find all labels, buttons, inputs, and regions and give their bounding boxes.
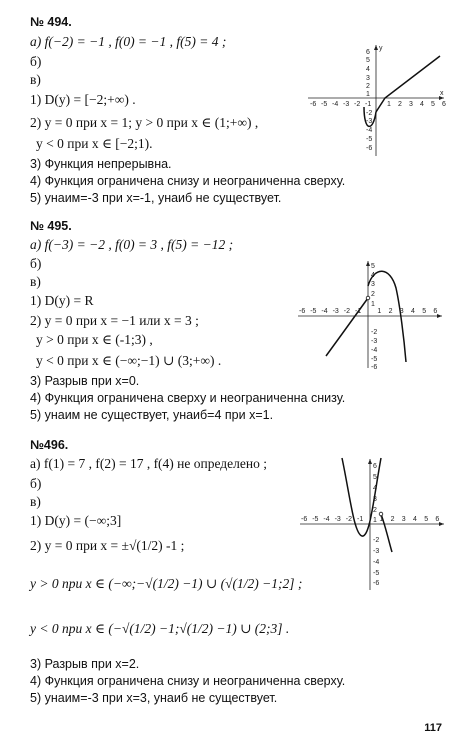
- x-tick-label: -2: [354, 101, 361, 108]
- svg-text:6: 6: [366, 49, 370, 56]
- x-tick-label: 2: [390, 516, 395, 523]
- svg-text:5: 5: [366, 57, 370, 64]
- x-tick-label: 3: [401, 516, 406, 523]
- x-tick-label: -6: [310, 101, 317, 108]
- svg-text:-3: -3: [373, 548, 380, 555]
- svg-text:-4: -4: [373, 559, 380, 566]
- svg-text:-4: -4: [371, 347, 378, 354]
- graph-494: [306, 42, 446, 160]
- p494-line-6: 5) yнаим=-3 при x=-1, yнаиб не существует.: [30, 191, 282, 205]
- p494-line-3: y < 0 при x ∈ [−2;1).: [36, 136, 153, 151]
- svg-text:4: 4: [371, 272, 375, 279]
- svg-text:-5: -5: [373, 570, 380, 577]
- svg-text:5: 5: [373, 474, 377, 481]
- problem-495-title: № 495.: [30, 219, 72, 233]
- svg-text:-5: -5: [366, 136, 373, 143]
- problem-494-title: № 494.: [30, 15, 72, 29]
- x-tick-label: -1: [357, 516, 364, 523]
- p496-part-v: в): [30, 494, 41, 509]
- svg-text:1: 1: [366, 91, 370, 98]
- p495-line-4: y < 0 при x ∈ (−∞;−1) ∪ (3;+∞) .: [36, 353, 222, 368]
- svg-text:-3: -3: [371, 338, 378, 345]
- svg-text:3: 3: [373, 496, 377, 503]
- svg-text:2: 2: [371, 291, 375, 298]
- p494-part-b: б): [30, 54, 42, 69]
- problem-496-title: №496.: [30, 438, 69, 452]
- x-tick-label: 5: [424, 516, 429, 523]
- x-tick-label: -1: [355, 308, 362, 315]
- p495-line-1: 1) D(y) = R: [30, 293, 94, 308]
- graph-494-x-label: x: [440, 90, 444, 97]
- svg-text:2: 2: [366, 83, 370, 90]
- x-tick-label: -3: [343, 101, 350, 108]
- x-tick-label: -2: [345, 516, 353, 523]
- p495-part-v: в): [30, 274, 41, 289]
- p496-line-1: 1) D(y) = (−∞;3]: [30, 513, 122, 528]
- svg-text:2: 2: [373, 507, 377, 514]
- x-tick-label: 2: [398, 101, 402, 108]
- x-tick-label: 1: [387, 101, 391, 108]
- p496-part-b: б): [30, 476, 42, 491]
- p494-line-4: 3) Функция непрерывна.: [30, 157, 172, 171]
- page-number: 117: [424, 722, 442, 734]
- svg-text:6: 6: [373, 463, 377, 470]
- svg-text:-5: -5: [371, 356, 378, 363]
- x-tick-label: 1: [377, 308, 382, 315]
- p496-line-4: y < 0 при x ∈ (−√(1/2) −1;√(1/2) −1) ∪ (2;3] .: [30, 621, 290, 636]
- x-tick-label: -4: [321, 308, 328, 315]
- svg-text:-4: -4: [366, 127, 373, 134]
- svg-text:5: 5: [371, 263, 375, 270]
- p495-part-b: б): [30, 256, 42, 271]
- x-tick-label: 4: [420, 101, 424, 108]
- graph-494-y-label: y: [379, 45, 383, 52]
- p495-line-5: 3) Разрыв при x=0.: [30, 374, 140, 388]
- p495-line-3: y > 0 при x ∈ (-1;3) ,: [36, 332, 153, 347]
- p494-part-a: а) f(−2) = −1 , f(0) = −1 , f(5) = 4 ;: [30, 34, 227, 49]
- x-tick-label: -5: [312, 516, 319, 523]
- svg-text:3: 3: [366, 75, 370, 82]
- svg-text:1: 1: [371, 301, 375, 308]
- x-tick-label: 2: [388, 308, 393, 315]
- p496-line-5: 3) Разрыв при x=2.: [30, 657, 140, 671]
- x-tick-label: 1: [379, 516, 384, 523]
- x-tick-label: -5: [310, 308, 317, 315]
- p494-line-5: 4) Функция ограничена снизу и неограниченна сверху.: [30, 174, 346, 188]
- x-tick-label: -3: [332, 308, 339, 315]
- x-tick-label: 3: [399, 308, 404, 315]
- x-tick-label: -6: [299, 308, 306, 315]
- x-tick-label: 5: [422, 308, 427, 315]
- svg-text:1: 1: [373, 517, 377, 524]
- x-tick-label: 3: [409, 101, 413, 108]
- svg-text:-6: -6: [373, 580, 380, 587]
- svg-text:-6: -6: [366, 145, 373, 152]
- p496-part-a: а) f(1) = 7 , f(2) = 17 , f(4) не определено ;: [30, 456, 267, 471]
- p496-line-7: 5) yнаим=-3 при x=3, yнаиб не существует.: [30, 691, 278, 705]
- p495-line-6: 4) Функция ограничена сверху и неограниченна снизу.: [30, 391, 346, 405]
- x-tick-label: 4: [411, 308, 415, 315]
- svg-text:-2: -2: [366, 110, 373, 117]
- x-tick-label: 6: [442, 101, 446, 108]
- svg-text:-2: -2: [373, 537, 380, 544]
- p494-part-v: в): [30, 72, 41, 87]
- x-tick-label: -4: [332, 101, 339, 108]
- svg-text:-3: -3: [366, 118, 373, 125]
- x-tick-label: -4: [323, 516, 330, 523]
- p496-line-3: y > 0 при x ∈ (−∞;−√(1/2) −1) ∪ (√(1/2) −1;2] ;: [30, 576, 303, 591]
- p495-line-7: 5) yнаим не существует, yнаиб=4 при x=1.: [30, 408, 274, 422]
- x-tick-label: -2: [343, 308, 351, 315]
- p496-line-6: 4) Функция ограничена снизу и неограниченна сверху.: [30, 674, 346, 688]
- svg-text:-2: -2: [371, 329, 378, 336]
- x-tick-label: -3: [334, 516, 341, 523]
- svg-text:4: 4: [366, 66, 370, 73]
- x-tick-label: 4: [413, 516, 417, 523]
- x-tick-label: -1: [365, 101, 372, 108]
- x-tick-label: -6: [301, 516, 308, 523]
- x-tick-label: 6: [435, 516, 440, 523]
- x-tick-label: 5: [431, 101, 435, 108]
- p494-line-2: 2) y = 0 при x = 1; y > 0 при x ∈ (1;+∞) ,: [30, 115, 259, 130]
- svg-text:3: 3: [371, 281, 375, 288]
- p495-line-2: 2) y = 0 при x = −1 или x = 3 ;: [30, 313, 199, 328]
- p494-line-1: 1) D(y) = [−2;+∞) .: [30, 92, 136, 107]
- p495-part-a: а) f(−3) = −2 , f(0) = 3 , f(5) = −12 ;: [30, 237, 234, 252]
- p496-line-2: 2) y = 0 при x = ±√(1/2) -1 ;: [30, 538, 185, 553]
- graph-495: [296, 258, 446, 372]
- svg-text:4: 4: [373, 485, 377, 492]
- x-tick-label: -5: [321, 101, 328, 108]
- graph-496: [298, 456, 448, 594]
- svg-text:-6: -6: [371, 364, 378, 371]
- x-tick-label: 6: [433, 308, 438, 315]
